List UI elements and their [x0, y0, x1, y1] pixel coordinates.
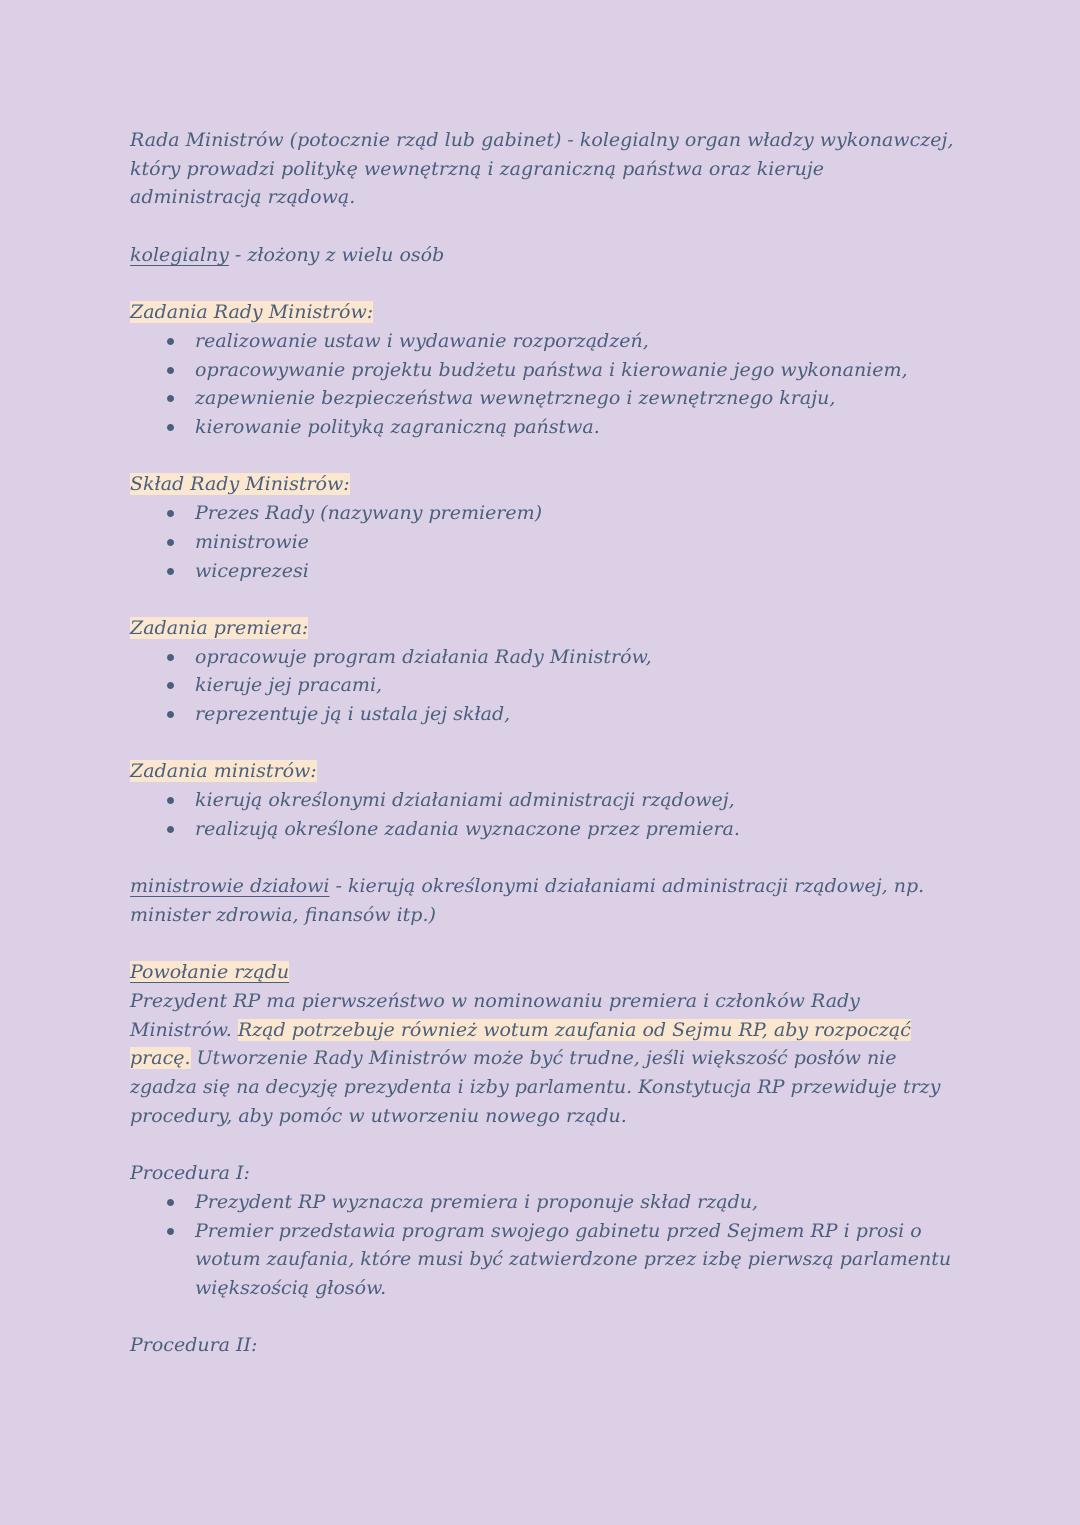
list-item: opracowywanie projektu budżetu państwa i kierowanie jego wykonaniem, — [195, 356, 960, 385]
list-item: wiceprezesi — [195, 557, 960, 586]
section-heading-appointment: Powołanie rządu — [130, 961, 290, 984]
list-item: ministrowie — [195, 528, 960, 557]
section-heading-tasks-ministers: Zadania ministrów: — [130, 760, 317, 783]
list-item: kierowanie polityką zagraniczną państwa. — [195, 413, 960, 442]
list-item: kierują określonymi działaniami administracji rządowej, — [195, 786, 960, 815]
section-heading-procedure-1: Procedura I: — [130, 1162, 250, 1185]
list-item: Premier przedstawia program swojego gabinetu przed Sejmem RP i prosi o wotum zaufania, które musi być zatwierdzone przez izbę pierwszą parlamentu większością głosów. — [195, 1217, 960, 1303]
list-item: Prezes Rady (nazywany premierem) — [195, 499, 960, 528]
document-page — [130, 126, 960, 1360]
definition-ministrowie-dzialowi — [130, 872, 960, 929]
tasks-premier-list — [130, 643, 960, 729]
definition-text: - kierują określonymi działaniami administracji rządowej, np. minister zdrowia, finansów itp.) — [130, 875, 925, 926]
section-heading-tasks-premier: Zadania premiera: — [130, 616, 309, 639]
highlighted-sentence: Rząd potrzebuje również wotum zaufania od Sejmu RP, aby rozpocząć pracę. — [130, 1018, 911, 1070]
list-item: realizowanie ustaw i wydawanie rozporządzeń, — [195, 327, 960, 356]
procedure-1-list — [130, 1188, 960, 1303]
list-item: kieruje jej pracami, — [195, 671, 960, 700]
list-item: reprezentuje ją i ustala jej skład, — [195, 700, 960, 729]
list-item: zapewnienie bezpieczeństwa wewnętrznego i zewnętrznego kraju, — [195, 384, 960, 413]
definition-term: ministrowie działowi — [130, 875, 330, 898]
composition-list — [130, 499, 960, 585]
list-item: realizują określone zadania wyznaczone przez premiera. — [195, 815, 960, 844]
section-heading-composition: Skład Rady Ministrów: — [130, 473, 350, 496]
appointment-paragraph: Prezydent RP ma pierwszeństwo w nominowaniu premiera i członków Rady Ministrów. Rząd potrzebuje również wotum zaufania od Sejmu RP, aby rozpocząć pracę. Utworzenie Rady Ministrów może być trudne, jeśli większość posłów nie zgadza się na decyzję prezydenta i izby parlamentu. Konstytucja RP przewiduje trzy procedury, aby pomóc w utworzeniu nowego rządu. — [130, 989, 941, 1127]
intro-paragraph: Rada Ministrów (potocznie rząd lub gabinet) - kolegialny organ władzy wykonawczej, który prowadzi politykę wewnętrzną i zagraniczną państwa oraz kieruje administracją rządową. — [130, 129, 954, 209]
definition-term: kolegialny — [130, 243, 229, 266]
tasks-ministers-list — [130, 786, 960, 843]
definition-kolegialny — [130, 241, 960, 270]
section-heading-procedure-2: Procedura II: — [130, 1334, 258, 1357]
list-item: Prezydent RP wyznacza premiera i proponuje skład rządu, — [195, 1188, 960, 1217]
section-heading-tasks-council: Zadania Rady Ministrów: — [130, 301, 374, 324]
tasks-council-list — [130, 327, 960, 442]
list-item: opracowuje program działania Rady Ministrów, — [195, 643, 960, 672]
definition-text: - złożony z wielu osób — [228, 243, 445, 266]
